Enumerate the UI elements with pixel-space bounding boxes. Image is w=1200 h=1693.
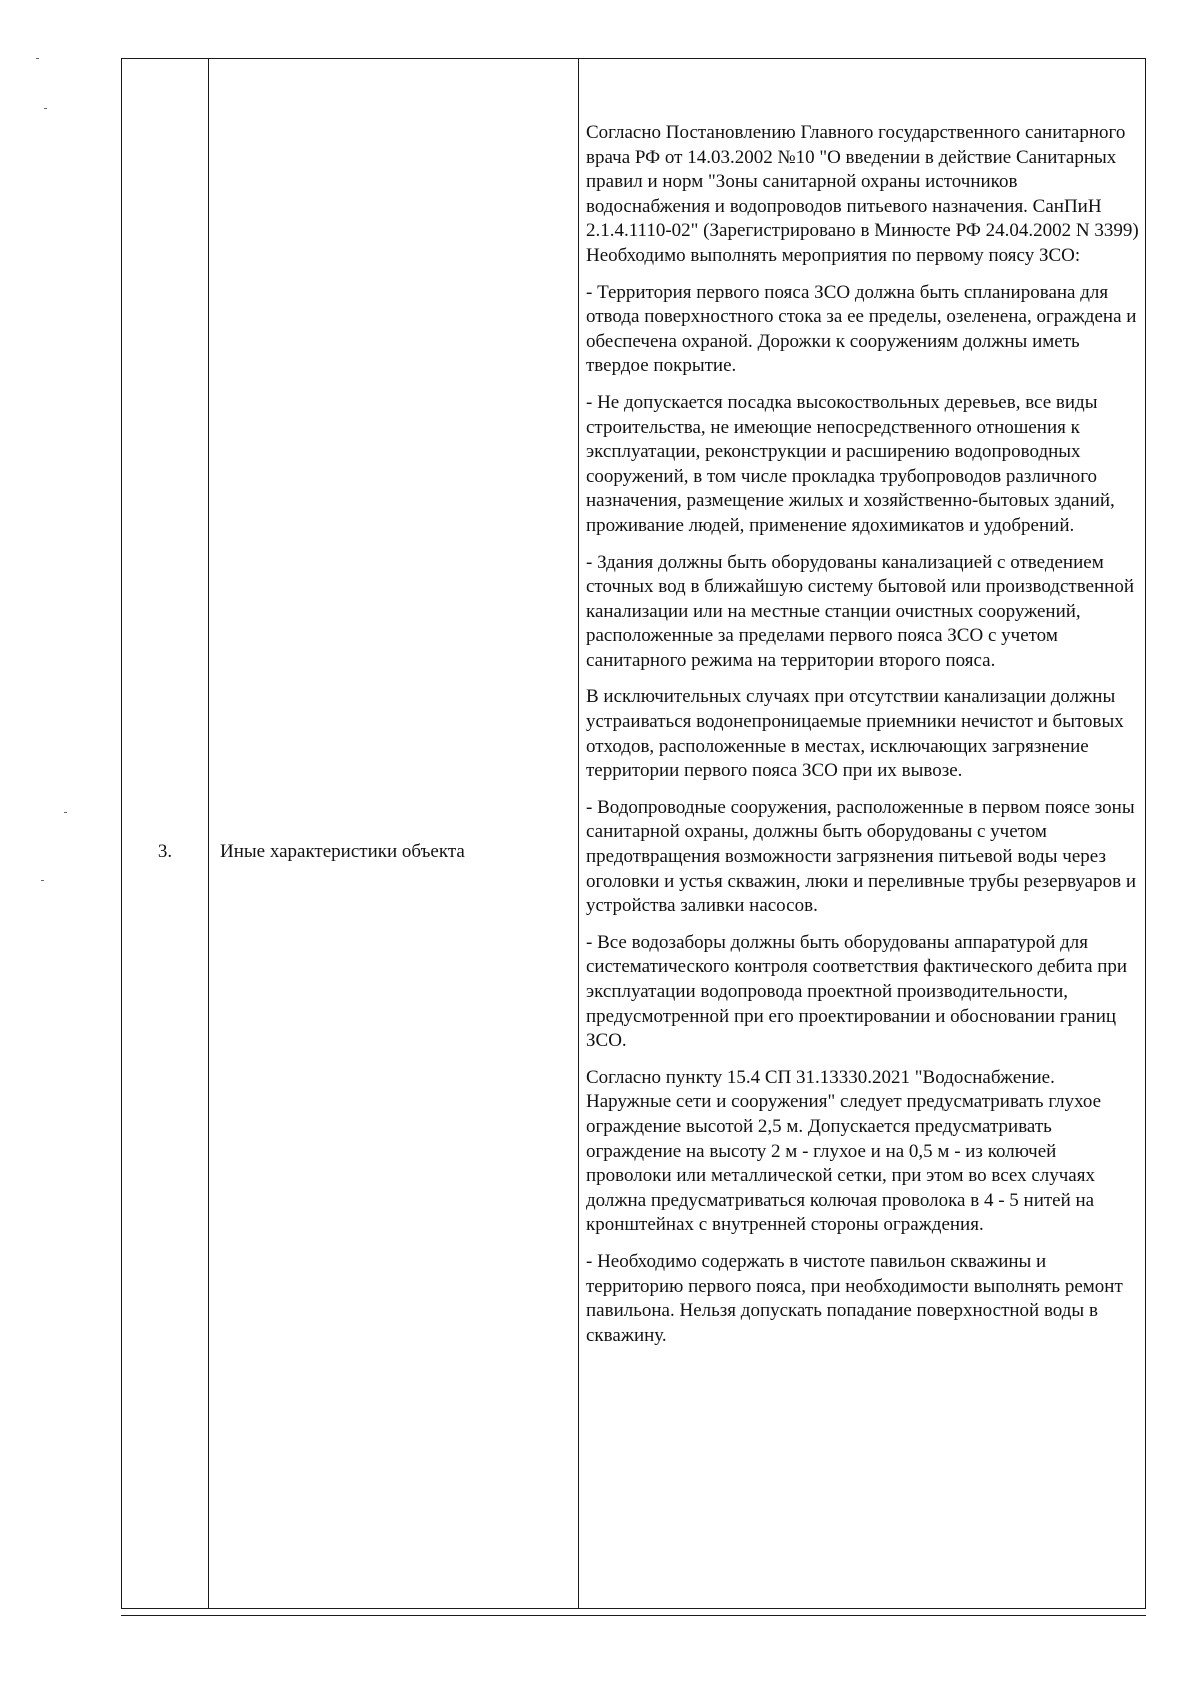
content-paragraph: Согласно Постановлению Главного государственного санитарного врача РФ от 14.03.2002 №10 "О введении в действие Санитарных правил и норм "Зоны санитарной охраны источников водоснабжения и водопроводов питьевого назначения. СанПиН 2.1.4.1110-02" (Зарегистрировано в Минюсте РФ 24.04.2002 N 3399) Необходимо выполнять мероприятия по первому поясу ЗСО: xyxy=(586,122,1139,266)
content-paragraph: - Необходимо содержать в чистоте павильон скважины и территорию первого пояса, при необходимости выполнять ремонт павильона. Нельзя допускать попадание поверхностной воды в скважину. xyxy=(586,1250,1123,1346)
content-paragraph: - Территория первого пояса ЗСО должна быть спланирована для отвода поверхностного стока за ее пределы, озеленена, ограждена и обеспечена охраной. Дорожки к сооружениям должны иметь твердое покрытие. xyxy=(586,281,1137,377)
characteristics-table xyxy=(121,58,1146,1609)
scan-mark xyxy=(44,108,47,109)
column-divider xyxy=(578,59,579,1608)
content-paragraph: - Все водозаборы должны быть оборудованы аппаратурой для систематического контроля соответствия фактического дебита при эксплуатации водопровода проектной производительности, предусмотренной при его проектировании и обосновании границ ЗСО. xyxy=(586,931,1128,1052)
row-number: 3. xyxy=(157,841,173,862)
row-content xyxy=(586,121,1142,1360)
content-paragraph: В исключительных случаях при отсутствии канализации должны устраиваться водонепроницаемые приемники нечистот и бытовых отходов, расположенные в местах, исключающих загрязнение территории первого пояса ЗСО при их вывозе. xyxy=(586,686,1124,782)
scan-mark xyxy=(64,812,67,813)
content-paragraph: - Не допускается посадка высокоствольных деревьев, все виды строительства, не имеющие непосредственного отношения к эксплуатации, реконструкции и расширению водопроводных сооружений, в том числе прокладка трубопроводов различного назначения, размещение жилых и хозяйственно-бытовых зданий, проживание людей, применение ядохимикатов и удобрений. xyxy=(586,391,1115,536)
content-paragraph: - Здания должны быть оборудованы канализацией с отведением сточных вод в ближайшую систему бытовой или производственной канализации или на местные станции очистных сооружений, расположенные за пределами первого пояса ЗСО с учетом санитарного режима на территории второго пояса. xyxy=(586,551,1135,671)
scan-mark xyxy=(36,58,39,59)
content-paragraph: Согласно пункту 15.4 СП 31.13330.2021 "Водоснабжение. Наружные сети и сооружения" следует предусматривать глухое ограждение высотой 2,5 м. Допускается предусматривать ограждение на высоту 2 м - глухое и на 0,5 м - из колючей проволоки или металлической сетки, при этом во всех случаях должна предусматриваться колючая проволока в 4 - 5 нитей на кронштейнах с внутренней стороны ограждения. xyxy=(586,1066,1102,1236)
content-paragraph: - Водопроводные сооружения, расположенные в первом поясе зоны санитарной охраны, должны быть оборудованы с учетом предотвращения возможности загрязнения питьевой воды через оголовки и устья скважин, люки и переливные трубы резервуаров и устройства заливки насосов. xyxy=(586,796,1136,917)
row-label: Иные характеристики объекта xyxy=(220,841,465,862)
column-divider xyxy=(208,59,209,1608)
scan-mark xyxy=(41,880,44,881)
table-bottom-rule xyxy=(121,1615,1146,1616)
